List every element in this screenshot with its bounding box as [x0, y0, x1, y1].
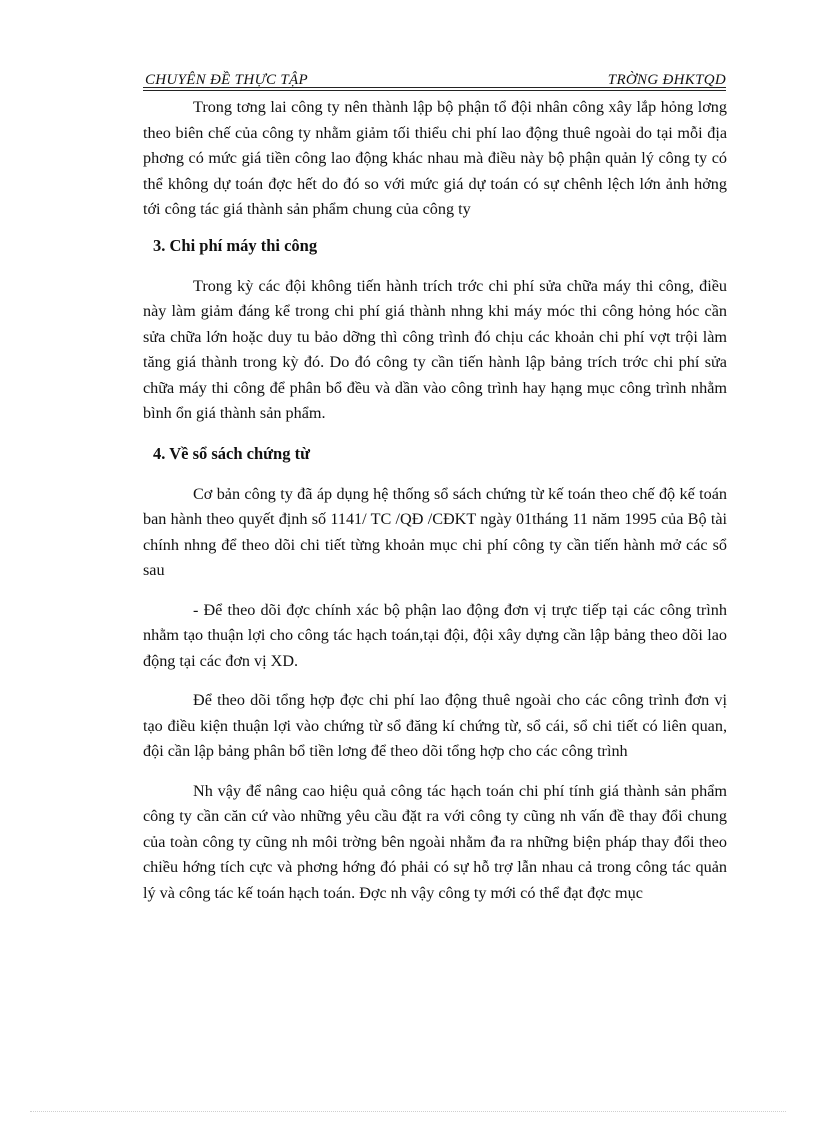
heading-books-documents: 4. Về sổ sách chứng từ: [153, 443, 311, 463]
document-body: [143, 95, 727, 906]
heading-machine-costs: 3. Chi phí máy thi công: [153, 235, 318, 255]
header-rule: [143, 87, 726, 88]
paragraph-summary-tracking: Để theo dõi tổng hợp đợc chi phí lao động thuê ngoài cho các công trình đơn vị tạo điều kiện thuận lợi vào chứng từ sổ đăng kí chứng từ, sổ cái, sổ chi tiết có liên quan, đội cần lập bảng phân bổ tiền lơng để theo dõi tổng hợp cho các công trình: [143, 691, 727, 760]
header-university: TRỜNG ĐHKTQD: [607, 72, 726, 88]
header-rule-double: [143, 90, 726, 91]
page-header: [143, 70, 726, 90]
paragraph-machine-costs: Trong kỳ các đội không tiến hành trích trớc chi phí sửa chữa máy thi công, điều này làm giảm đáng kể trong chi phí giá thành nhng khi máy móc thi công hỏng hóc cần sửa chữa lớn hoặc duy tu bảo dỡng thì công trình đó chịu các khoản chi phí vợt trội làm tăng giá thành trong kỳ đó. Do đó công ty cần tiến hành lập bảng trích trớc chi phí sửa chữa máy thi công để phân bổ đều và dần vào công trình hay hạng mục công trình nhằm bình ổn giá thành sản phẩm.: [143, 276, 727, 422]
paragraph-labor-tracking: - Để theo dõi đợc chính xác bộ phận lao động đơn vị trực tiếp tại các công trình nhằm tạo thuận lợi cho công tác hạch toán,tại đội, đội xây dựng cần lập bảng theo dõi lao động tại các đơn vị XD.: [143, 600, 727, 670]
page-footer-divider: [30, 1111, 786, 1112]
paragraph-labor: Trong tơng lai công ty nên thành lập bộ phận tổ đội nhân công xây lắp hỏng lơng theo biên chế của công ty nhằm giảm tối thiểu chi phí lao động thuê ngoài do tại mỗi địa phơng có mức giá tiền công lao động khác nhau mà điều này bộ phận quản lý công ty có thể không dự toán đợc hết do đó so với mức giá dự toán có sự chênh lệch lớn ảnh hởng tới công tác giá thành sản phẩm chung của công ty: [143, 98, 727, 218]
paragraph-accounting-system: Cơ bản công ty đã áp dụng hệ thống sổ sách chứng từ kế toán theo chế độ kế toán ban hành theo quyết định số 1141/ TC /QĐ /CĐKT ngày 01tháng 11 năm 1995 của Bộ tài chính nhng để theo dõi chi tiết từng khoản mục chi phí công ty cần tiến hành mở các sổ sau: [143, 484, 727, 579]
header-title: CHUYÊN ĐỀ THỰC TẬP: [145, 72, 308, 88]
paragraph-conclusion: Nh vậy để nâng cao hiệu quả công tác hạch toán chi phí tính giá thành sản phẩm công ty cần căn cứ vào những yêu cầu đặt ra với công ty cũng nh vấn đề thay đổi chung của toàn công ty cũng nh môi trờng bên ngoài nhằm đa ra những biện pháp thay đổi theo chiều hớng tích cực và phơng hớng đó phải có sự hỗ trợ lẫn nhau cả trong công tác quản lý và công tác kế toán hạch toán. Đợc nh vậy công ty mới có thể đạt đợc mục: [143, 781, 727, 902]
